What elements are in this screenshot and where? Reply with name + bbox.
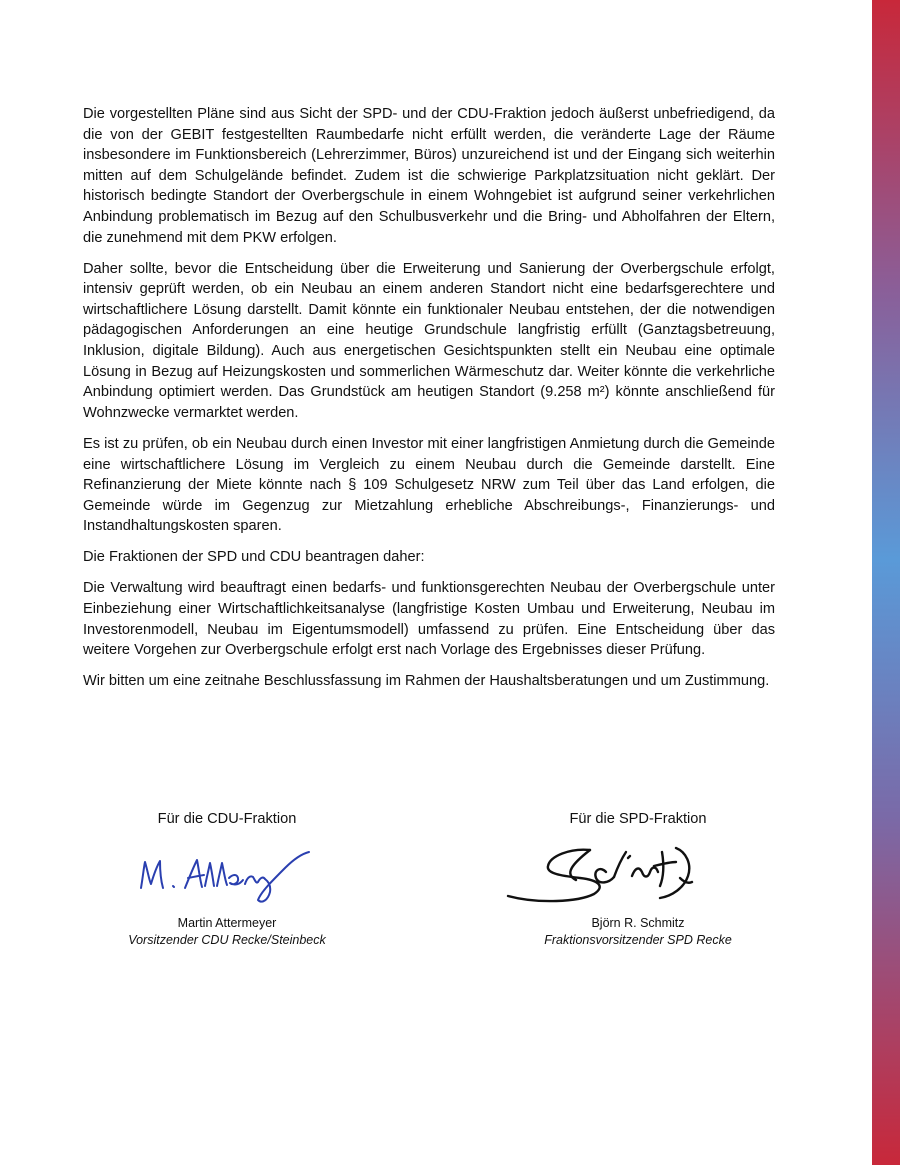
signer-name-cdu: Martin Attermeyer — [177, 916, 277, 930]
signature-heading-spd: Für die SPD-Fraktion — [569, 811, 707, 827]
paragraph-6: Wir bitten um eine zeitnahe Beschlussfassung im Rahmen der Haushaltsberatungen und um Zustimmung. — [83, 673, 770, 690]
decorative-gradient-bar — [872, 0, 900, 1165]
signer-role-cdu: Vorsitzender CDU Recke/Steinbeck — [128, 933, 326, 947]
handwritten-signature-cdu — [57, 830, 397, 910]
signature-heading-cdu: Für die CDU-Fraktion — [157, 811, 297, 827]
paragraph-5: Die Verwaltung wird beauftragt einen bedarfs- und funktionsgerechten Neubau der Overbergschule unter Einbeziehung einer Wirtschaftlichkeitsanalyse (langfristige Kosten Umbau und Erweiterung, Neubau im Investorenmodell, Neubau im Eigentumsmodell) umfassend zu prüfen. Eine Entscheidung über das weitere Vorgehen zur Overbergschule erfolgt erst nach Vorlage des Ergebnisses dieser Prüfung. — [83, 580, 775, 659]
signer-name-spd: Björn R. Schmitz — [591, 916, 685, 930]
paragraph-1: Die vorgestellten Pläne sind aus Sicht der SPD- und der CDU-Fraktion jedoch äußerst unbefriedigend, da die von der GEBIT festgestellten Raumbedarfe nicht erfüllt werden, die veränderte Lage der Räume insbesondere im Funktionsbereich (Lehrerzimmer, Büros) unzureichend ist und der Eingang sich weiterhin mitten auf dem Schulgelände befindet. Zudem ist die schwierige Parkplatzsituation nicht geklärt. Der historisch bedingte Standort der Overbergschule in einem Wohngebiet ist aufgrund seiner verkehrlichen Anbindung problematisch im Bezug auf den Schulbusverkehr und die Bring- und Abholfahren der Eltern, die zunehmend mit dem PKW erfolgen. — [83, 106, 775, 246]
handwritten-signature-spd — [468, 830, 808, 910]
paragraph-2: Daher sollte, bevor die Entscheidung über die Erweiterung und Sanierung der Overbergschule erfolgt, intensiv geprüft werden, ob ein Neubau an einem anderen Standort nicht eine bedarfsgerechtere und wirtschaftlichere Lösung darstellt. Damit könnte ein funktionaler Neubau entstehen, der die notwendigen pädagogischen Anforderungen an eine heutige Grundschule langfristig erfüllt (Ganztagsbetreuung, Inklusion, digitale Bildung). Auch aus energetischen Gesichtspunkten stellt ein Neubau eine optimale Lösung in Bezug auf Heizungskosten und sommerlichen Wärmeschutz dar. Weiter könnte die verkehrliche Anbindung optimiert werden. Das Grundstück am heutigen Standort (9.258 m²) könnte anschließend für Wohnzwecke vermarktet werden. — [83, 260, 775, 421]
signer-role-spd: Fraktionsvorsitzender SPD Recke — [544, 933, 732, 947]
paragraph-4: Die Fraktionen der SPD und CDU beantragen daher: — [83, 549, 425, 566]
paragraph-3: Es ist zu prüfen, ob ein Neubau durch einen Investor mit einer langfristigen Anmietung durch die Gemeinde eine wirtschaftlichere Lösung im Vergleich zu einem Neubau durch die Gemeinde darstellt. Eine Refinanzierung der Miete könnte nach § 109 Schulgesetz NRW zum Teil über das Land erfolgen, die Gemeinde würde im Gegenzug zur Mietzahlung erhebliche Abschreibungs-, Finanzierungs- und Instandhaltungskosten sparen. — [83, 435, 775, 535]
letter-body — [83, 104, 775, 702]
signature-block-spd — [468, 808, 808, 949]
signature-block-cdu — [57, 808, 397, 949]
